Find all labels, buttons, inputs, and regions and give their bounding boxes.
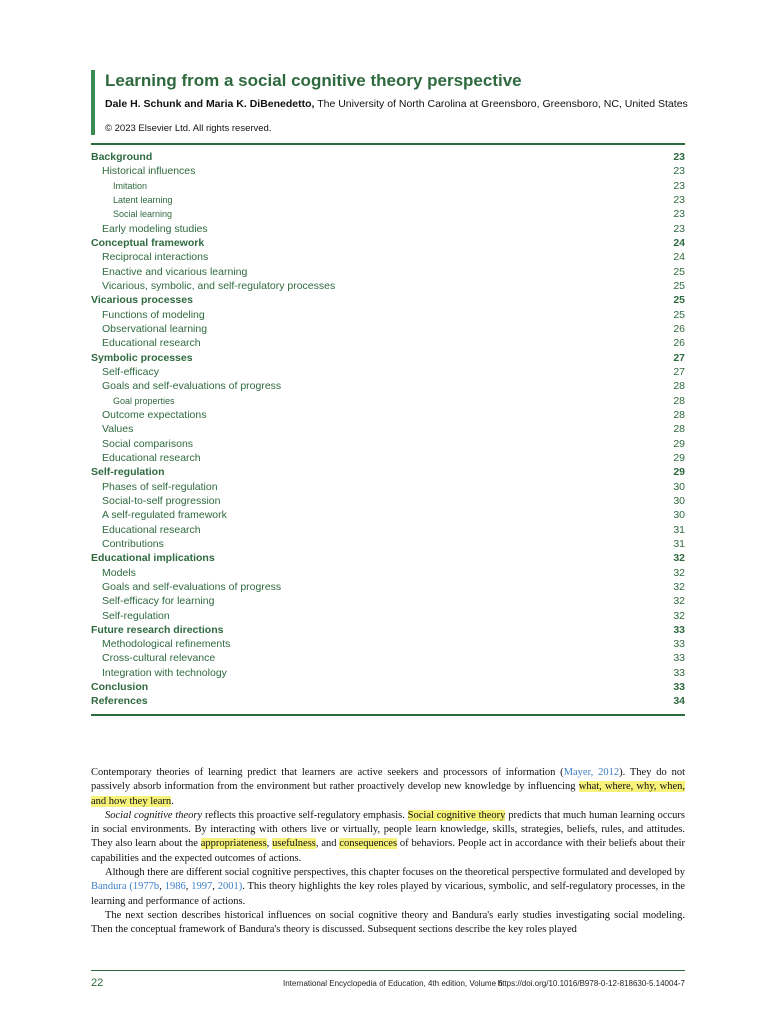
toc-entry-label: Conclusion xyxy=(91,681,149,694)
toc-entry-label: Reciprocal interactions xyxy=(102,251,209,264)
author-names: Dale H. Schunk and Maria K. DiBenedetto, xyxy=(105,98,315,110)
toc-entry-page: 27 xyxy=(673,365,685,378)
toc-entry-label: Self-regulation xyxy=(102,609,170,622)
toc-entry-label: Vicarious, symbolic, and self-regulatory processes xyxy=(102,279,336,292)
paragraph-3: Although there are different social cognitive perspectives, this chapter focuses on the theoretical perspective formulated and developed by Bandura (1977b, 1986, 1997, 2001). This theory highlights the key roles played by vicarious, symbolic, and self-regulatory processes, in the learning and performance of actions. xyxy=(91,867,686,907)
page-footer xyxy=(91,970,685,989)
toc-entry-label: Cross-cultural relevance xyxy=(102,652,216,665)
table-of-contents xyxy=(91,143,685,716)
toc-entry[interactable] xyxy=(91,523,685,537)
toc-entry[interactable] xyxy=(91,451,685,465)
toc-entry[interactable] xyxy=(91,609,685,623)
toc-entry[interactable] xyxy=(91,336,685,350)
toc-entry-page: 27 xyxy=(673,351,685,364)
toc-entry-page: 25 xyxy=(673,294,685,307)
toc-entry-label: References xyxy=(91,695,148,708)
toc-entry-page: 25 xyxy=(673,308,685,321)
toc-entry-label: Conceptual framework xyxy=(91,236,205,249)
toc-entry[interactable] xyxy=(91,179,685,193)
toc-entry-label: Functions of modeling xyxy=(102,308,205,321)
toc-entry-label: Symbolic processes xyxy=(91,351,193,364)
author-line xyxy=(105,97,705,111)
toc-entry-label: Enactive and vicarious learning xyxy=(102,265,248,278)
toc-entry-page: 32 xyxy=(673,609,685,622)
toc-entry-label: Background xyxy=(91,151,153,163)
toc-entry[interactable] xyxy=(91,437,685,451)
toc-entry-page: 25 xyxy=(673,279,685,292)
citation-link[interactable]: Mayer, 2012 xyxy=(563,767,620,778)
paragraph-1: Contemporary theories of learning predict that learners are active seekers and processors of information (Mayer, 2012). They do not passively absorb information from the environment but rather proactively develop new knowledge by influencing what, where, why, when, and how they learn. xyxy=(91,767,685,807)
toc-entry[interactable] xyxy=(91,308,685,322)
toc-entry-page: 26 xyxy=(673,322,685,335)
article-title: Learning from a social cognitive theory perspective xyxy=(105,71,522,90)
toc-entry-page: 30 xyxy=(673,494,685,507)
toc-entry[interactable] xyxy=(91,322,685,336)
toc-entry[interactable] xyxy=(91,566,685,580)
doi-link[interactable]: https://doi.org/10.1016/B978-0-12-818630-5.14004-7 xyxy=(497,979,685,988)
toc-entry[interactable] xyxy=(91,236,685,250)
copyright-notice: © 2023 Elsevier Ltd. All rights reserved. xyxy=(105,123,272,134)
toc-entry-label: Social-to-self progression xyxy=(102,494,221,507)
citation-link[interactable]: 1986 xyxy=(164,881,186,893)
toc-entry-page: 23 xyxy=(673,222,685,235)
toc-entry-page: 28 xyxy=(673,423,685,436)
toc-entry-page: 25 xyxy=(673,265,685,278)
toc-entry[interactable] xyxy=(91,394,685,408)
toc-entry[interactable] xyxy=(91,580,685,594)
toc-entry-page: 33 xyxy=(673,652,685,665)
toc-entry-label: Phases of self-regulation xyxy=(102,480,218,493)
toc-entry-label: Observational learning xyxy=(102,322,208,335)
toc-entry-page: 32 xyxy=(673,595,685,608)
toc-entry-label: Goals and self-evaluations of progress xyxy=(102,380,282,393)
toc-entry-label: Historical influences xyxy=(102,165,196,178)
toc-entry[interactable] xyxy=(91,207,685,221)
highlighted-text: what, where, why, when, and how they learn xyxy=(91,781,685,807)
toc-entry[interactable] xyxy=(91,480,685,494)
toc-entry-page: 23 xyxy=(673,208,685,221)
toc-entry-page: 26 xyxy=(673,337,685,350)
toc-entry-page: 33 xyxy=(673,638,685,651)
toc-entry-page: 29 xyxy=(673,466,685,479)
toc-entry[interactable] xyxy=(91,265,685,279)
toc-entry-label: A self-regulated framework xyxy=(102,509,227,522)
toc-entry[interactable] xyxy=(91,637,685,651)
toc-entry-page: 33 xyxy=(673,666,685,679)
toc-entry-label: Vicarious processes xyxy=(91,294,193,307)
toc-entry[interactable] xyxy=(91,680,685,694)
toc-entry-page: 29 xyxy=(673,451,685,464)
toc-entry-page: 28 xyxy=(673,394,685,407)
toc-entry-page: 31 xyxy=(673,537,685,550)
toc-entry-page: 31 xyxy=(673,523,685,536)
toc-entry-label: Goals and self-evaluations of progress xyxy=(102,580,282,593)
toc-entry-page: 24 xyxy=(673,251,685,264)
toc-entry[interactable] xyxy=(91,150,685,164)
toc-entry-label: Self-efficacy for learning xyxy=(102,595,215,608)
toc-entry[interactable] xyxy=(91,379,685,393)
toc-entry[interactable] xyxy=(91,279,685,293)
toc-entry-page: 24 xyxy=(673,236,685,249)
toc-entry-page: 30 xyxy=(673,480,685,493)
toc-entry[interactable] xyxy=(91,222,685,236)
toc-entry-label: Methodological refinements xyxy=(102,638,231,651)
toc-entry-label: Educational research xyxy=(102,337,201,350)
toc-entry-label: Social comparisons xyxy=(102,437,194,450)
toc-entry-page: 32 xyxy=(673,580,685,593)
toc-entry[interactable] xyxy=(91,623,685,637)
highlighted-text: Social cognitive theory xyxy=(407,809,506,821)
paragraph-2: Social cognitive theory reflects this proactive self-regulatory emphasis. Social cognitive theory predicts that much human learning occurs in social environments. By interacting with others live or virtually, people learn knowledge, skills, strategies, beliefs, rules, and attitudes. They also learn about the appropriateness, usefulness, and consequences of behaviors. People act in accordance with their beliefs about their capabilities and the expected outcomes of actions. xyxy=(91,809,685,864)
toc-entry-label: Outcome expectations xyxy=(102,408,207,421)
toc-entry-page: 33 xyxy=(673,623,685,636)
toc-entry[interactable] xyxy=(91,465,685,479)
article-body xyxy=(91,766,685,938)
toc-entry-page: 34 xyxy=(673,695,685,708)
toc-entry[interactable] xyxy=(91,537,685,551)
toc-entry[interactable] xyxy=(91,293,685,307)
page-number: 22 xyxy=(91,977,104,989)
toc-entry[interactable] xyxy=(91,651,685,665)
toc-entry-page: 23 xyxy=(673,193,685,206)
toc-entry-page: 23 xyxy=(673,165,685,178)
toc-entry-label: Latent learning xyxy=(113,194,173,205)
toc-entry-label: Educational implications xyxy=(91,552,215,565)
toc-entry[interactable] xyxy=(91,408,685,422)
toc-entry-label: Educational research xyxy=(102,523,201,536)
citation-link[interactable]: 1997 xyxy=(191,881,213,893)
toc-entry-page: 32 xyxy=(673,552,685,565)
toc-entry[interactable] xyxy=(91,422,685,436)
author-affiliation: The University of North Carolina at Greensboro, Greensboro, NC, United States xyxy=(314,98,688,110)
toc-entry-page: 29 xyxy=(673,437,685,450)
toc-entry-page: 23 xyxy=(673,179,685,192)
toc-entry-page: 23 xyxy=(673,151,685,163)
toc-entry-label: Integration with technology xyxy=(102,666,227,679)
toc-entry[interactable] xyxy=(91,193,685,207)
toc-entry[interactable] xyxy=(91,551,685,565)
toc-entry[interactable] xyxy=(91,365,685,379)
toc-entry-page: 30 xyxy=(673,509,685,522)
toc-entry-label: Imitation xyxy=(113,180,148,191)
toc-entry-label: Future research directions xyxy=(91,623,224,636)
toc-entry[interactable] xyxy=(91,164,685,178)
toc-entry-label: Goal properties xyxy=(113,395,175,406)
toc-entry-label: Values xyxy=(102,423,134,436)
toc-entry-page: 28 xyxy=(673,408,685,421)
toc-entry[interactable] xyxy=(91,494,685,508)
toc-entry-label: Early modeling studies xyxy=(102,222,208,235)
toc-entry[interactable] xyxy=(91,250,685,264)
toc-entry[interactable] xyxy=(91,694,685,708)
toc-entry-label: Contributions xyxy=(102,537,164,550)
toc-entry-label: Self-regulation xyxy=(91,466,165,479)
highlighted-text: appropriateness xyxy=(200,838,267,850)
toc-entry-page: 33 xyxy=(673,681,685,694)
toc-entry-label: Self-efficacy xyxy=(102,365,159,378)
citation-link[interactable]: Bandura (1977b xyxy=(91,881,160,893)
citation-link[interactable]: 2001) xyxy=(217,881,243,893)
toc-entry-page: 28 xyxy=(673,380,685,393)
paragraph-4: The next section describes historical influences on social cognitive theory and Bandura's early studies investigating social modeling. Then the conceptual framework of Bandura's theory is discussed. Subsequent sections describe the key roles played xyxy=(91,909,685,936)
toc-entry[interactable] xyxy=(91,508,685,522)
article-header xyxy=(91,70,705,135)
toc-entry[interactable] xyxy=(91,666,685,680)
journal-citation: International Encyclopedia of Education, 4th edition, Volume 6 xyxy=(283,979,503,988)
highlighted-text: consequences xyxy=(339,838,398,850)
toc-entry-label: Educational research xyxy=(102,451,201,464)
highlighted-text: usefulness xyxy=(272,838,316,850)
toc-entry[interactable] xyxy=(91,351,685,365)
toc-entry-label: Social learning xyxy=(113,209,173,220)
toc-entry-label: Models xyxy=(102,566,136,579)
toc-entry[interactable] xyxy=(91,594,685,608)
toc-entry-page: 32 xyxy=(673,566,685,579)
